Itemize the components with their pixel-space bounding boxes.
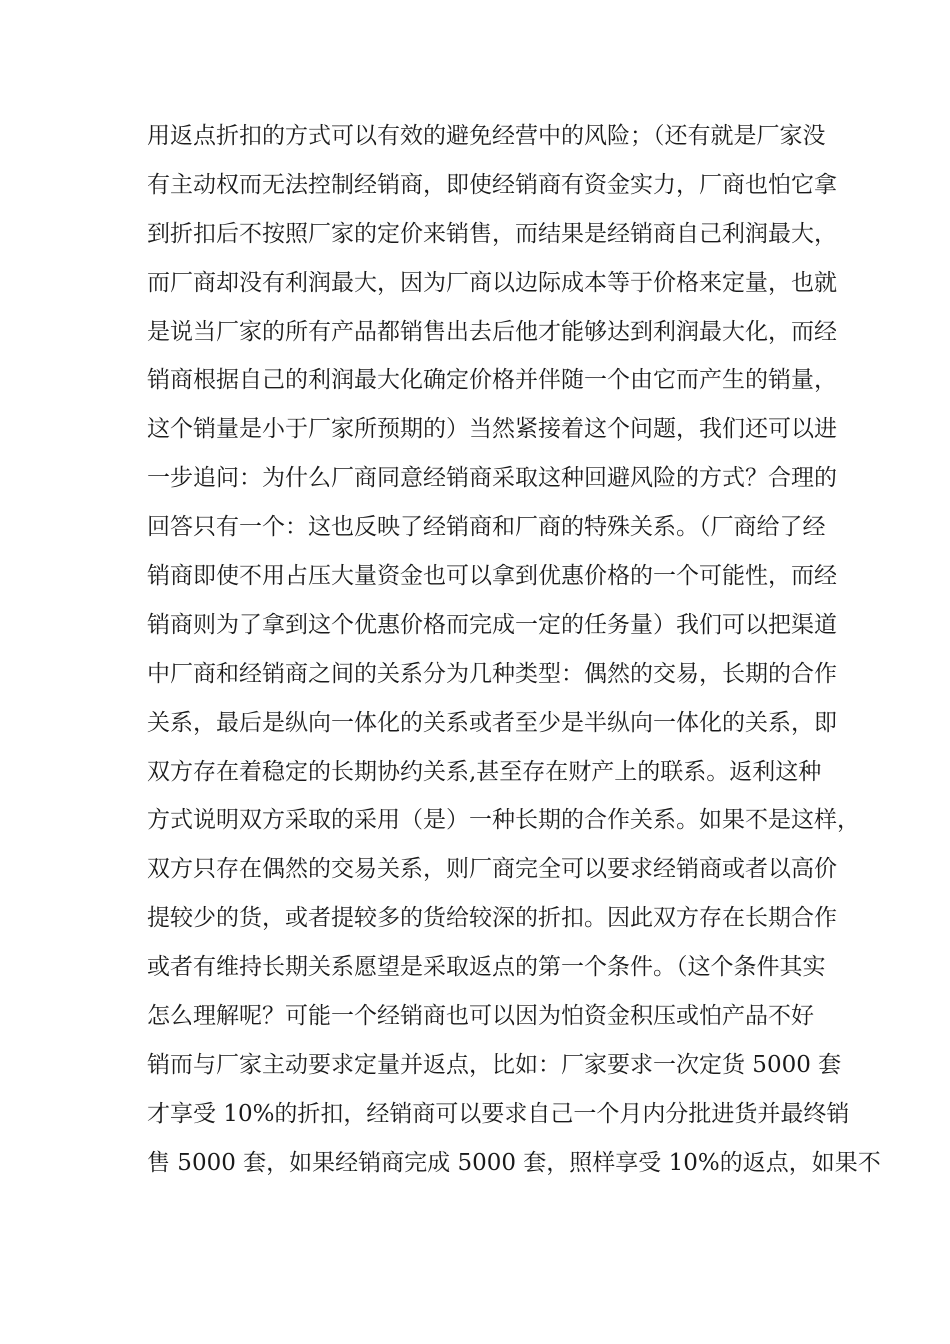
text-line: 销商则为了拿到这个优惠价格而完成一定的任务量）我们可以把渠道 [147, 611, 837, 638]
text-line: 销而与厂家主动要求定量并返点，比如：厂家要求一次定货 5000 套 [147, 1051, 842, 1078]
text-line: 销商即使不用占压大量资金也可以拿到优惠价格的一个可能性，而经 [147, 563, 837, 590]
text-line: 用返点折扣的方式可以有效的避免经营中的风险；（还有就是厂家没 [147, 123, 826, 149]
text-line: 售 5000 套，如果经销商完成 5000 套，照样享受 10%的返点，如果不 [147, 1149, 881, 1176]
text-line: 双方存在着稳定的长期协约关系,甚至存在财产上的联系。返利这种 [147, 758, 822, 785]
text-line: 一步追问：为什么厂商同意经销商采取这种回避风险的方式？合理的 [147, 465, 837, 492]
text-line: 才享受 10%的折扣，经销商可以要求自己一个月内分批进货并最终销 [147, 1100, 850, 1127]
text-line: 是说当厂家的所有产品都销售出去后他才能够达到利润最大化，而经 [147, 318, 837, 345]
text-line: 中厂商和经销商之间的关系分为几种类型：偶然的交易，长期的合作 [147, 660, 837, 687]
text-line: 而厂商却没有利润最大，因为厂商以边际成本等于价格来定量，也就 [147, 269, 837, 296]
text-line: 方式说明双方采取的采用（是）一种长期的合作关系。如果不是这样， [147, 807, 860, 834]
body-text [147, 112, 881, 1188]
text-line: 到折扣后不按照厂家的定价来销售，而结果是经销商自己利润最大， [147, 220, 837, 247]
text-line: 双方只存在偶然的交易关系，则厂商完全可以要求经销商或者以高价 [147, 856, 837, 883]
text-line: 销商根据自己的利润最大化确定价格并伴随一个由它而产生的销量， [147, 367, 837, 394]
text-line: 这个销量是小于厂家所预期的）当然紧接着这个问题，我们还可以进 [147, 416, 837, 443]
text-line: 回答只有一个：这也反映了经销商和厂商的特殊关系。（厂商给了经 [147, 514, 826, 541]
text-line: 有主动权而无法控制经销商，即使经销商有资金实力，厂商也怕它拿 [147, 171, 837, 198]
text-line: 怎么理解呢？可能一个经销商也可以因为怕资金积压或怕产品不好 [147, 1003, 814, 1030]
text-line: 或者有维持长期关系愿望是采取返点的第一个条件。（这个条件其实 [147, 954, 826, 981]
text-line: 提较少的货，或者提较多的货给较深的折扣。因此双方存在长期合作 [147, 905, 837, 932]
text-line: 关系，最后是纵向一体化的关系或者至少是半纵向一体化的关系，即 [147, 709, 837, 736]
